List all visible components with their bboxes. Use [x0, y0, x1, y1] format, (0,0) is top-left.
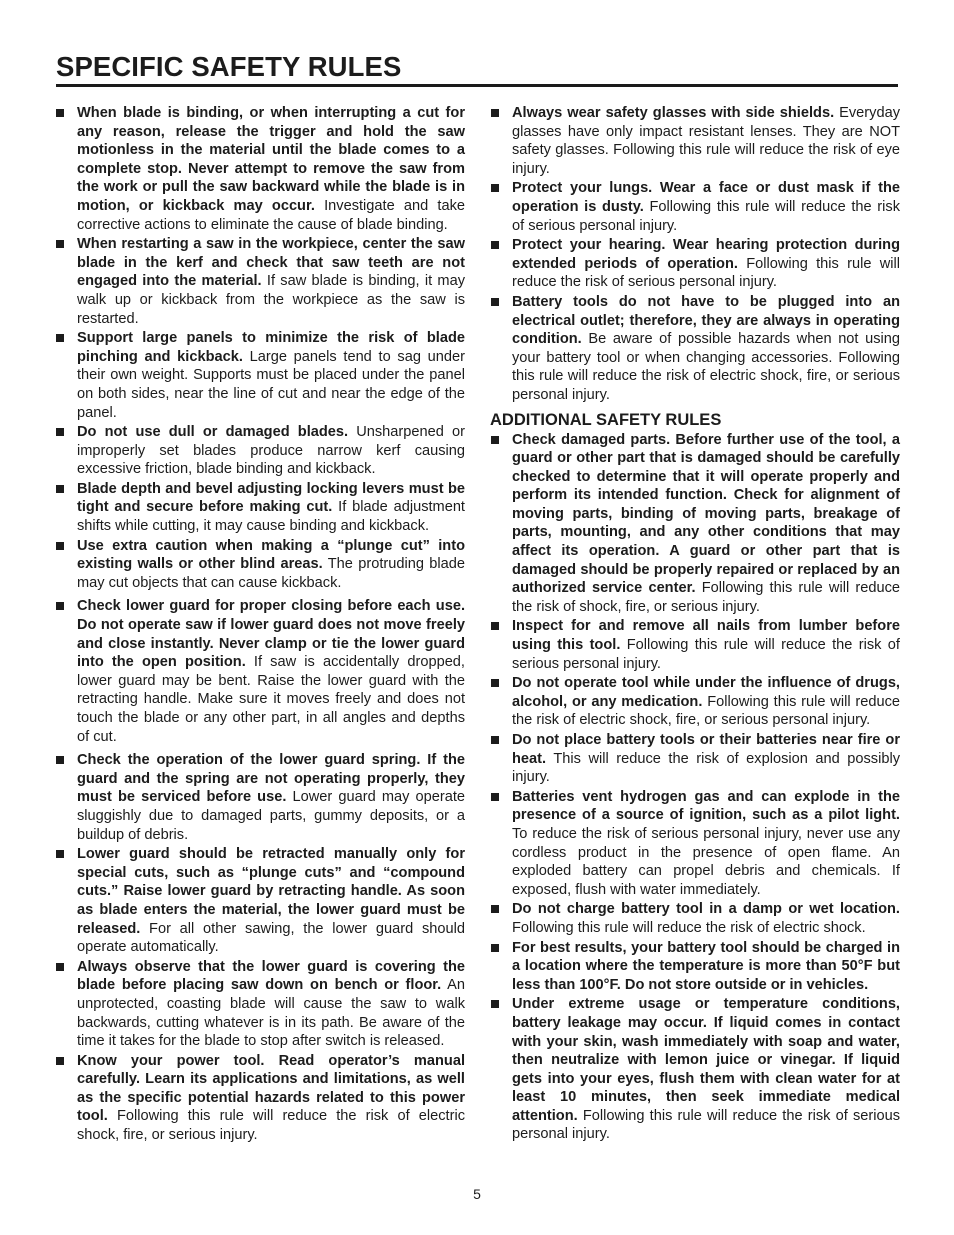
rule-body-text: To reduce the risk of serious personal injury, never use any cordless product in the presence of open flame. An exploded battery can propel debris and chemicals. If exposed, flush with water immediately.	[512, 825, 900, 898]
rule-body-text: Following this rule will reduce the risk of shock, fire, or serious injury.	[512, 580, 900, 615]
rule-bold-text: Lower guard should be retracted manually only for special cuts, such as “plunge cuts” and “compound cuts.” Raise lower guard by retracting handle. As soon as blade enters the material, the lower guard must be released.	[77, 846, 465, 937]
rule-body-text: An unprotected, coasting blade will cause the saw to walk backwards, cutting whatever is in its path. Be aware of the time it takes for the blade to stop after switch is released.	[77, 977, 465, 1050]
rule-item	[55, 104, 465, 234]
square-bullet-icon	[56, 850, 64, 858]
square-bullet-icon	[491, 1000, 499, 1008]
rule-body-text: If saw blade is binding, it may walk up or kickback from the workpiece as the saw is restarted.	[77, 273, 465, 327]
rule-body-text: Following this rule will reduce the risk of serious personal injury.	[512, 255, 900, 291]
square-bullet-icon	[56, 485, 64, 493]
rule-item	[490, 674, 900, 730]
rule-item	[55, 480, 465, 536]
rule-body-text: Large panels tend to sag under their own weight. Supports must be placed under the panel on both sides, near the line of cut and near the edge of the panel.	[77, 348, 465, 421]
left-column	[55, 104, 465, 1146]
square-bullet-icon	[491, 905, 499, 913]
rule-item	[490, 179, 900, 235]
additional-rules-list	[490, 431, 900, 1145]
square-bullet-icon	[491, 944, 499, 952]
rule-bold-text: Check the operation of the lower guard spring. If the guard and the spring are not operating properly, they must be serviced before use.	[77, 752, 465, 806]
square-bullet-icon	[491, 184, 499, 192]
rule-item	[490, 617, 900, 673]
square-bullet-icon	[56, 334, 64, 342]
rule-body-text: If blade adjustment shifts while cutting, it may cause binding and kickback.	[77, 499, 465, 535]
right-column	[490, 104, 900, 1145]
rule-item	[490, 900, 900, 937]
rule-bold-text: Battery tools do not have to be plugged into an electrical outlet; therefore, they are always in operating condition.	[512, 293, 900, 348]
rule-bold-text: Check lower guard for proper closing before each use. Do not operate saw if lower guard does not move freely and close instantly. Never clamp or tie the lower guard into the open position.	[77, 598, 465, 671]
rule-body-text: Following this rule will reduce the risk of serious personal injury.	[512, 637, 900, 672]
rule-body-text: Investigate and take corrective actions to eliminate the cause of blade binding.	[77, 197, 466, 233]
square-bullet-icon	[56, 240, 64, 248]
rule-body-text: Be aware of possible hazards when not using your battery tool or when changing accessories. Following this rule will reduce the risk of electric shock, fire, or serious personal injury.	[512, 331, 900, 403]
rule-item	[55, 423, 465, 479]
rule-body-text: Following this rule will reduce the risk of electric shock, fire, or serious injury.	[77, 1108, 465, 1144]
right-rules-list	[490, 104, 900, 405]
rule-bold-text: Inspect for and remove all nails from lumber before using this tool.	[512, 618, 900, 654]
rule-bold-text: Always wear safety glasses with side shields.	[512, 105, 835, 121]
title-divider	[56, 84, 898, 87]
rule-bold-text: Use extra caution when making a “plunge cut” into existing walls or other blind areas.	[77, 537, 465, 573]
rule-bold-text: Do not charge battery tool in a damp or wet location.	[512, 901, 900, 918]
square-bullet-icon	[491, 298, 499, 306]
rule-item	[55, 597, 465, 746]
square-bullet-icon	[56, 109, 64, 117]
rule-bold-text: For best results, your battery tool should be charged in a location where the temperature is more than 50°F but less than 100°F. Do not store outside or in vehicles.	[512, 939, 900, 993]
square-bullet-icon	[491, 679, 499, 687]
rule-item	[55, 958, 465, 1051]
rule-bold-text: Know your power tool. Read operator’s manual carefully. Learn its applications and limitations, as well as the specific potential hazards related to this power tool.	[77, 1052, 465, 1125]
rule-item	[490, 995, 900, 1144]
square-bullet-icon	[56, 756, 64, 764]
square-bullet-icon	[491, 736, 499, 744]
page-title: SPECIFIC SAFETY RULES	[56, 51, 402, 82]
square-bullet-icon	[56, 428, 64, 436]
rule-body-text: Following this rule will reduce the risk of electric shock, fire, or serious personal injury.	[512, 693, 900, 729]
rule-item	[55, 329, 465, 422]
square-bullet-icon	[491, 622, 499, 630]
rule-bold-text: Check damaged parts. Before further use of the tool, a guard or other part that is damaged should be carefully checked to determine that it will operate properly and perform its intended function. Check for alignment of moving parts, binding of moving parts, breakage of parts, mounting, and any other conditions that may affect its operation. A guard or other part that is damaged should be properly repaired or replaced by an authorized service center.	[512, 431, 900, 597]
rule-bold-text: Do not use dull or damaged blades.	[77, 424, 349, 441]
rule-body-text: The protruding blade may cut objects that can cause kickback.	[77, 556, 465, 591]
rule-bold-text: When restarting a saw in the workpiece, center the saw blade in the kerf and check that saw teeth are not engaged into the material.	[77, 236, 465, 290]
rule-item	[55, 845, 465, 957]
rule-body-text: Following this rule will reduce the risk of electric shock.	[512, 919, 866, 936]
rule-bold-text: Protect your hearing. Wear hearing protection during extended periods of operation.	[512, 237, 900, 272]
rule-item	[55, 537, 465, 593]
square-bullet-icon	[56, 602, 64, 610]
square-bullet-icon	[491, 241, 499, 249]
rule-item	[490, 104, 900, 178]
rule-item	[490, 293, 900, 405]
page-number: 5	[473, 1186, 481, 1202]
square-bullet-icon	[56, 963, 64, 971]
rule-body-text: If saw is accidentally dropped, lower guard may be bent. Raise the lower guard with the retracting handle. Make sure it moves freely and does not touch the blade or any other part, in all angles and depths of cut.	[77, 654, 465, 745]
rule-body-text: Everyday glasses have only impact resistant lenses. They are NOT safety glasses. Following this rule will reduce the risk of eye injury.	[512, 105, 900, 177]
square-bullet-icon	[491, 793, 499, 801]
rule-body-text: Lower guard may operate sluggishly due to damaged parts, gummy deposits, or a buildup of debris.	[77, 789, 465, 843]
rule-item	[55, 751, 465, 844]
rule-item	[55, 1052, 465, 1145]
rule-body-text: For all other sawing, the lower guard should operate automatically.	[77, 920, 465, 956]
square-bullet-icon	[56, 542, 64, 550]
rule-item	[490, 236, 900, 292]
rule-item	[490, 788, 900, 900]
left-rules-list	[55, 104, 465, 1145]
rule-item	[490, 431, 900, 617]
rule-bold-text: Protect your lungs. Wear a face or dust mask if the operation is dusty.	[512, 180, 900, 215]
rule-body-text: Following this rule will reduce the risk of serious personal injury.	[512, 1107, 900, 1143]
rule-bold-text: When blade is binding, or when interrupting a cut for any reason, release the trigger and hold the saw motionless in the material until the blade comes to a complete stop. Never attempt to remove the saw from the work or pull the saw backward while the blade is in motion, or kickback may occur.	[77, 105, 465, 214]
rule-body-text: Following this rule will reduce the risk of serious personal injury.	[512, 198, 900, 234]
rule-body-text: This will reduce the risk of explosion and possibly injury.	[512, 750, 900, 786]
rule-item	[490, 731, 900, 787]
square-bullet-icon	[491, 436, 499, 444]
rule-bold-text: Do not place battery tools or their batteries near fire or heat.	[512, 732, 900, 767]
rule-body-text: Unsharpened or improperly set blades produce narrow kerf causing excessive friction, blade binding and kickback.	[77, 424, 465, 478]
additional-safety-heading: ADDITIONAL SAFETY RULES	[490, 410, 722, 429]
square-bullet-icon	[56, 1057, 64, 1065]
rule-bold-text: Always observe that the lower guard is covering the blade before placing saw down on bench or floor.	[77, 958, 465, 994]
rule-item	[55, 235, 465, 328]
rule-item	[490, 939, 900, 995]
rule-bold-text: Support large panels to minimize the risk of blade pinching and kickback.	[77, 330, 465, 365]
rule-bold-text: Batteries vent hydrogen gas and can explode in the presence of a source of ignition, such as a pilot light.	[512, 788, 900, 824]
rule-bold-text: Blade depth and bevel adjusting locking levers must be tight and secure before making cut.	[77, 480, 465, 516]
rule-bold-text: Do not operate tool while under the influence of drugs, alcohol, or any medication.	[512, 675, 900, 710]
rule-bold-text: Under extreme usage or temperature conditions, battery leakage may occur. If liquid comes in contact with your skin, wash immediately with soap and water, then neutralize with lemon juice or vinegar. If liquid gets into your eyes, flush them with clean water for at least 10 minutes, then seek immediate medical attention.	[512, 996, 900, 1124]
square-bullet-icon	[491, 109, 499, 117]
